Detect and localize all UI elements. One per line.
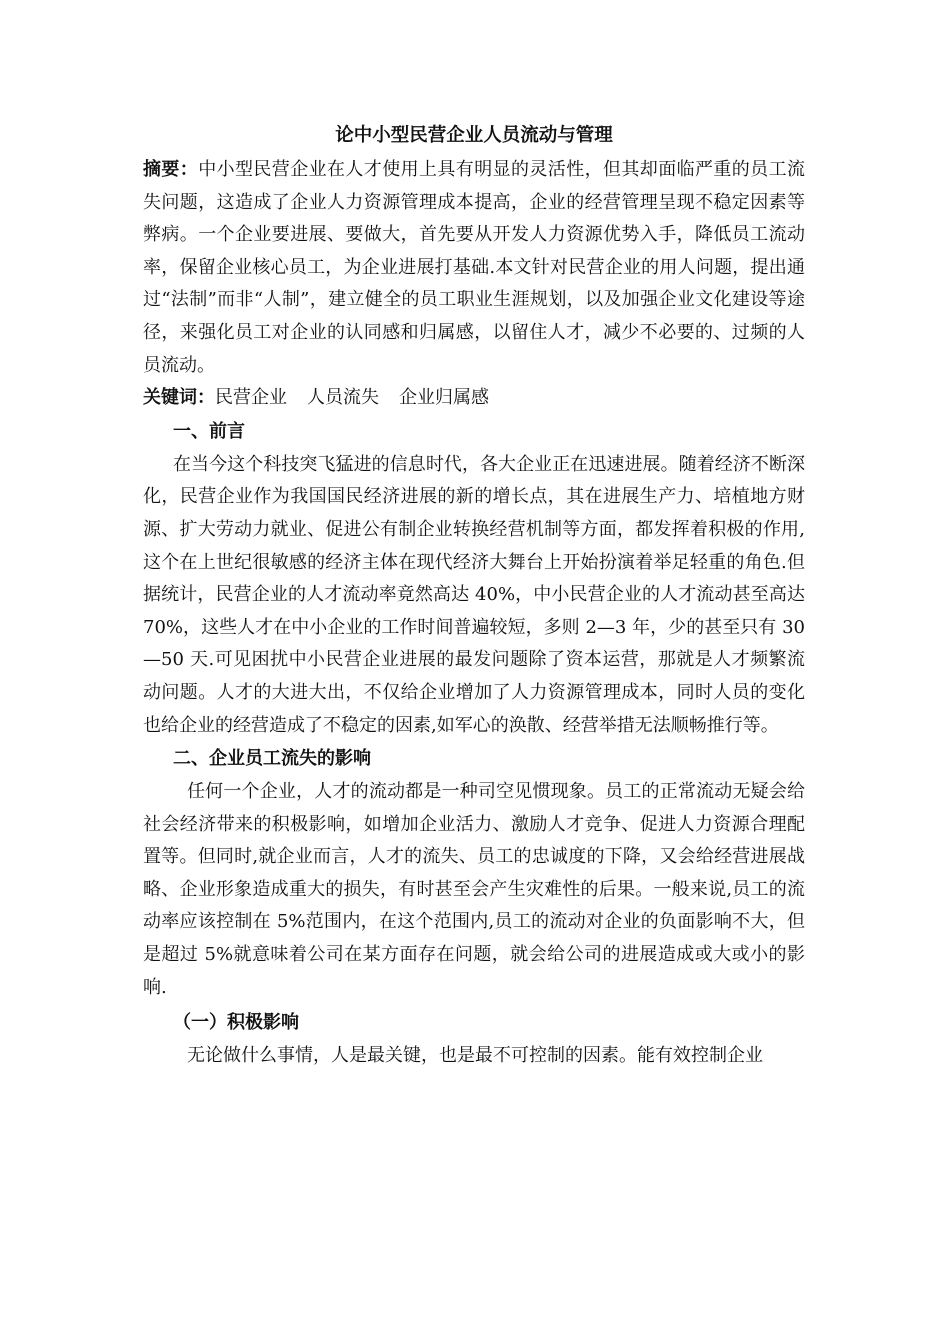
section-heading-preface: 一、前言 (173, 420, 245, 442)
keyword: 企业归属感 (399, 387, 489, 409)
abstract-text: 中小型民营企业在人才使用上具有明显的灵活性，但其却面临严重的员工流失问题，这造成了企业人力资源管理成本提高，企业的经营管理呈现不稳定因素等弊病。一个企业要进展、要做大，首先要从开发人力资源优势入手，降低员工流动率，保留企业核心员工，为企业进展打基础.本文针对民营企业的用人问题，提出通过“法制”而非“人制”，建立健全的员工职业生涯规划，以及加强企业文化建设等途径，来强化员工对企业的认同感和归属感，以留住人才，减少不必要的、过频的人员流动。 (143, 159, 805, 376)
document-title: 论中小型民营企业人员流动与管理 (335, 125, 613, 146)
keyword: 人员流失 (307, 387, 379, 409)
abstract-paragraph (143, 154, 805, 382)
subsection-heading-positive: （一）积极影响 (173, 1012, 299, 1034)
document-body (143, 118, 805, 1073)
keyword: 民营企业 (215, 387, 287, 409)
abstract-label: 摘要： (143, 159, 199, 180)
subsection-positive-text: 无论做什么事情，人是最关键，也是最不可控制的因素。能有效控制企业 (187, 1045, 763, 1067)
section-impact-text: 任何一个企业，人才的流动都是一种司空见惯现象。员工的正常流动无疑会给社会经济带来的积极影响，如增加企业活力、激励人才竞争、促进人力资源合理配置等。但同时,就企业而言，人才的流失、员工的忠诚度的下降，又会给经营进展战略、企业形象造成重大的损失，有时甚至会产生灾难性的后果。一般来说,员工的流动率应该控制在 5%范围内，在这个范围内,员工的流动对企业的负面影响不大，但是超过 5%就意味着公司在某方面存在问题，就会给公司的进展造成或大或小的影响. (143, 781, 805, 998)
section-preface-text: 在当今这个科技突飞猛进的信息时代，各大企业正在迅速进展。随着经济不断深化，民营企业作为我国国民经济进展的新的增长点，其在进展生产力、培植地方财源、扩大劳动力就业、促进公有制企业转换经营机制等方面，都发挥着积极的作用,这个在上世纪很敏感的经济主体在现代经济大舞台上开始扮演着举足轻重的角色.但据统计，民营企业的人才流动率竟然高达 40%，中小民营企业的人才流动甚至高达 70%，这些人才在中小企业的工作时间普遍较短，多则 2—3 年，少的甚至只有 30—50 天.可见困扰中小民营企业进展的最发问题除了资本运营，那就是人才频繁流动问题。人才的大进大出，不仅给企业增加了人力资源管理成本，同时人员的变化也给企业的经营造成了不稳定的因素,如军心的涣散、经营举措无法顺畅推行等。 (143, 453, 805, 736)
section-heading-impact: 二、企业员工流失的影响 (173, 748, 371, 770)
keywords-line (143, 382, 805, 415)
keywords-label: 关键词： (143, 387, 215, 409)
